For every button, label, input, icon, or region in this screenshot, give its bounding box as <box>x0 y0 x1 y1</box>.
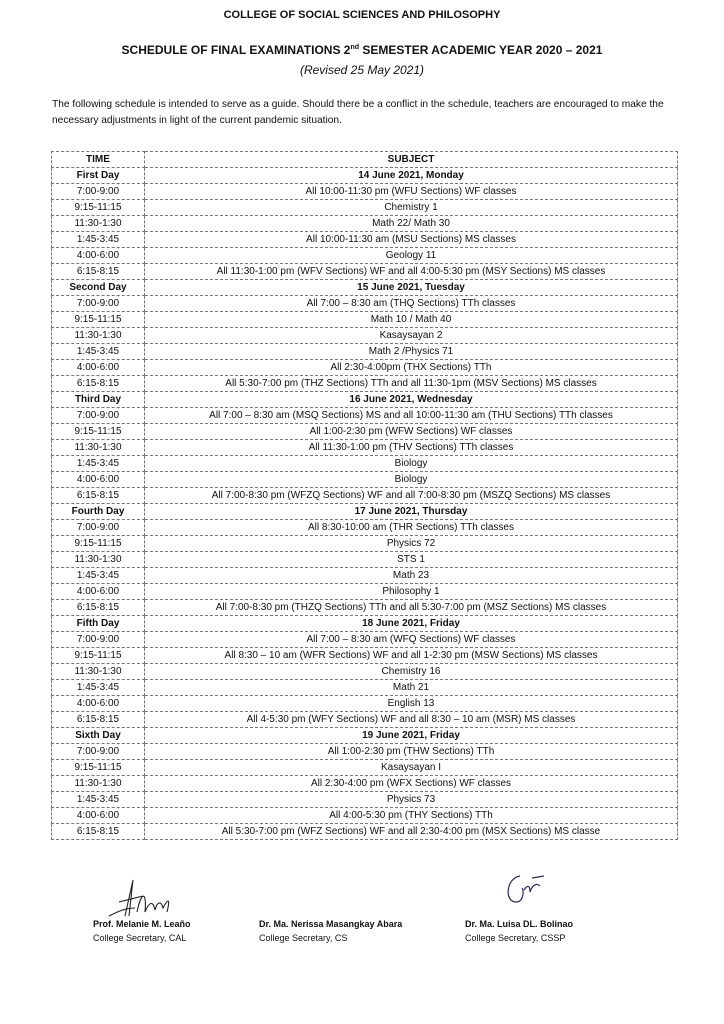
time-cell: 11:30-1:30 <box>52 552 145 568</box>
time-cell: 11:30-1:30 <box>52 328 145 344</box>
signatory-3 <box>465 917 573 945</box>
time-cell: 1:45-3:45 <box>52 792 145 808</box>
time-cell: 1:45-3:45 <box>52 568 145 584</box>
table-row <box>52 424 678 440</box>
time-cell: 1:45-3:45 <box>52 456 145 472</box>
subject-cell: All 7:00 – 8:30 am (THQ Sections) TTh classes <box>145 296 678 312</box>
table-row <box>52 584 678 600</box>
table-row <box>52 312 678 328</box>
time-cell: 4:00-6:00 <box>52 808 145 824</box>
table-row <box>52 216 678 232</box>
table-row <box>52 808 678 824</box>
time-cell: 6:15-8:15 <box>52 488 145 504</box>
time-cell: 6:15-8:15 <box>52 824 145 840</box>
time-cell: 1:45-3:45 <box>52 344 145 360</box>
time-cell: 1:45-3:45 <box>52 232 145 248</box>
signatory-role: College Secretary, CAL <box>93 933 187 943</box>
table-row <box>52 408 678 424</box>
table-row <box>52 792 678 808</box>
day-label: Fourth Day <box>52 504 145 520</box>
table-row <box>52 200 678 216</box>
day-header-row <box>52 392 678 408</box>
day-header-row <box>52 728 678 744</box>
table-row <box>52 632 678 648</box>
table-row <box>52 248 678 264</box>
time-cell: 9:15-11:15 <box>52 312 145 328</box>
subject-cell: All 4:00-5:30 pm (THY Sections) TTh <box>145 808 678 824</box>
signature-leano <box>95 872 185 922</box>
table-row <box>52 472 678 488</box>
subject-cell: All 5:30-7:00 pm (WFZ Sections) WF and all 2:30-4:00 pm (MSX Sections) MS classe <box>145 824 678 840</box>
subject-cell: English 13 <box>145 696 678 712</box>
table-row <box>52 696 678 712</box>
time-cell: 7:00-9:00 <box>52 184 145 200</box>
title-prefix: SCHEDULE OF FINAL EXAMINATIONS 2 <box>121 43 351 57</box>
time-cell: 6:15-8:15 <box>52 376 145 392</box>
table-row <box>52 552 678 568</box>
time-cell: 11:30-1:30 <box>52 776 145 792</box>
subject-cell: Kasaysayan 2 <box>145 328 678 344</box>
table-row <box>52 488 678 504</box>
subject-cell: All 7:00 – 8:30 am (WFQ Sections) WF classes <box>145 632 678 648</box>
time-cell: 11:30-1:30 <box>52 664 145 680</box>
time-header: TIME <box>52 152 145 168</box>
subject-cell: Math 10 / Math 40 <box>145 312 678 328</box>
time-cell: 4:00-6:00 <box>52 248 145 264</box>
table-row <box>52 344 678 360</box>
subject-cell: All 7:00-8:30 pm (THZQ Sections) TTh and all 5:30-7:00 pm (MSZ Sections) MS classes <box>145 600 678 616</box>
subject-cell: Math 23 <box>145 568 678 584</box>
time-cell: 1:45-3:45 <box>52 680 145 696</box>
signatory-name: Dr. Ma. Nerissa Masangkay Abara <box>259 919 403 929</box>
time-cell: 4:00-6:00 <box>52 696 145 712</box>
table-row <box>52 184 678 200</box>
subject-cell: All 1:00-2:30 pm (THW Sections) TTh <box>145 744 678 760</box>
subject-cell: Chemistry 1 <box>145 200 678 216</box>
subject-cell: All 5:30-7:00 pm (THZ Sections) TTh and all 11:30-1pm (MSV Sections) MS classes <box>145 376 678 392</box>
subject-cell: All 1:00-2:30 pm (WFW Sections) WF classes <box>145 424 678 440</box>
signatory-1 <box>93 917 191 945</box>
day-header-row <box>52 280 678 296</box>
subject-cell: All 8:30 – 10 am (WFR Sections) WF and all 1-2:30 pm (MSW Sections) MS classes <box>145 648 678 664</box>
subject-cell: All 2:30-4:00 pm (WFX Sections) WF classes <box>145 776 678 792</box>
day-header-row <box>52 504 678 520</box>
day-date: 18 June 2021, Friday <box>145 616 678 632</box>
time-cell: 4:00-6:00 <box>52 360 145 376</box>
day-date: 16 June 2021, Wednesday <box>145 392 678 408</box>
intro-paragraph: The following schedule is intended to serve as a guide. Should there be a conflict in the schedule, teachers are encouraged to make the necessary adjustments in light of the current pandemic situation. <box>52 99 664 126</box>
title-suffix: SEMESTER ACADEMIC YEAR 2020 – 2021 <box>359 43 603 57</box>
table-row <box>52 776 678 792</box>
time-cell: 7:00-9:00 <box>52 408 145 424</box>
table-row <box>52 520 678 536</box>
time-cell: 9:15-11:15 <box>52 536 145 552</box>
subject-cell: Math 21 <box>145 680 678 696</box>
day-header-row <box>52 616 678 632</box>
document-title <box>0 43 724 57</box>
college-name: COLLEGE OF SOCIAL SCIENCES AND PHILOSOPHY <box>223 9 501 21</box>
subject-cell: All 11:30-1:00 pm (THV Sections) TTh classes <box>145 440 678 456</box>
table-row <box>52 680 678 696</box>
subject-cell: All 4-5:30 pm (WFY Sections) WF and all 8:30 – 10 am (MSR) MS classes <box>145 712 678 728</box>
table-row <box>52 328 678 344</box>
subject-header: SUBJECT <box>145 152 678 168</box>
day-header-row <box>52 168 678 184</box>
table-row <box>52 600 678 616</box>
time-cell: 9:15-11:15 <box>52 200 145 216</box>
time-cell: 4:00-6:00 <box>52 472 145 488</box>
day-label: First Day <box>52 168 145 184</box>
table-row <box>52 568 678 584</box>
time-cell: 6:15-8:15 <box>52 264 145 280</box>
signatory-2 <box>259 917 402 945</box>
table-row <box>52 440 678 456</box>
day-date: 14 June 2021, Monday <box>145 168 678 184</box>
subject-cell: STS 1 <box>145 552 678 568</box>
time-cell: 6:15-8:15 <box>52 600 145 616</box>
table-row <box>52 824 678 840</box>
table-row <box>52 296 678 312</box>
table-row <box>52 760 678 776</box>
subject-cell: All 7:00-8:30 pm (WFZQ Sections) WF and all 7:00-8:30 pm (MSZQ Sections) MS classes <box>145 488 678 504</box>
subject-cell: Philosophy 1 <box>145 584 678 600</box>
table-row <box>52 712 678 728</box>
time-cell: 7:00-9:00 <box>52 632 145 648</box>
revision-note: (Revised 25 May 2021) <box>299 63 425 77</box>
table-row <box>52 264 678 280</box>
subject-cell: Chemistry 16 <box>145 664 678 680</box>
table-row <box>52 232 678 248</box>
subject-cell: Math 2 /Physics 71 <box>145 344 678 360</box>
table-row <box>52 456 678 472</box>
table-row <box>52 360 678 376</box>
subject-cell: Biology <box>145 456 678 472</box>
time-cell: 9:15-11:15 <box>52 424 145 440</box>
table-row <box>52 744 678 760</box>
signature-bolinao <box>500 868 550 908</box>
time-cell: 11:30-1:30 <box>52 440 145 456</box>
signatory-name: Prof. Melanie M. Leaño <box>93 919 191 929</box>
time-cell: 9:15-11:15 <box>52 760 145 776</box>
table-row <box>52 648 678 664</box>
exam-schedule-table <box>51 151 678 840</box>
time-cell: 4:00-6:00 <box>52 584 145 600</box>
subject-cell: Biology <box>145 472 678 488</box>
time-cell: 7:00-9:00 <box>52 520 145 536</box>
day-label: Second Day <box>52 280 145 296</box>
signatory-name: Dr. Ma. Luisa DL. Bolinao <box>465 919 574 929</box>
title-superscript: nd <box>350 44 360 51</box>
time-cell: 6:15-8:15 <box>52 712 145 728</box>
subject-cell: All 11:30-1:00 pm (WFV Sections) WF and all 4:00-5:30 pm (MSY Sections) MS classes <box>145 264 678 280</box>
time-cell: 7:00-9:00 <box>52 296 145 312</box>
subject-cell: Geology 11 <box>145 248 678 264</box>
day-date: 19 June 2021, Friday <box>145 728 678 744</box>
subject-cell: Math 22/ Math 30 <box>145 216 678 232</box>
signatory-role: College Secretary, CS <box>259 933 348 943</box>
day-label: Fifth Day <box>52 616 145 632</box>
day-label: Sixth Day <box>52 728 145 744</box>
schedule-body <box>52 152 678 840</box>
subject-cell: All 10:00-11:30 am (MSU Sections) MS classes <box>145 232 678 248</box>
time-cell: 9:15-11:15 <box>52 648 145 664</box>
subject-cell: All 8:30-10:00 am (THR Sections) TTh classes <box>145 520 678 536</box>
table-row <box>52 376 678 392</box>
day-label: Third Day <box>52 392 145 408</box>
table-row <box>52 536 678 552</box>
subject-cell: Physics 72 <box>145 536 678 552</box>
subject-cell: All 2:30-4:00pm (THX Sections) TTh <box>145 360 678 376</box>
table-row <box>52 664 678 680</box>
subject-cell: Physics 73 <box>145 792 678 808</box>
time-cell: 11:30-1:30 <box>52 216 145 232</box>
day-date: 15 June 2021, Tuesday <box>145 280 678 296</box>
day-date: 17 June 2021, Thursday <box>145 504 678 520</box>
subject-cell: All 10:00-11:30 pm (WFU Sections) WF classes <box>145 184 678 200</box>
signatory-role: College Secretary, CSSP <box>465 933 566 943</box>
subject-cell: Kasaysayan I <box>145 760 678 776</box>
time-cell: 7:00-9:00 <box>52 744 145 760</box>
subject-cell: All 7:00 – 8:30 am (MSQ Sections) MS and all 10:00-11:30 am (THU Sections) TTh classes <box>145 408 678 424</box>
table-header-row <box>52 152 678 168</box>
